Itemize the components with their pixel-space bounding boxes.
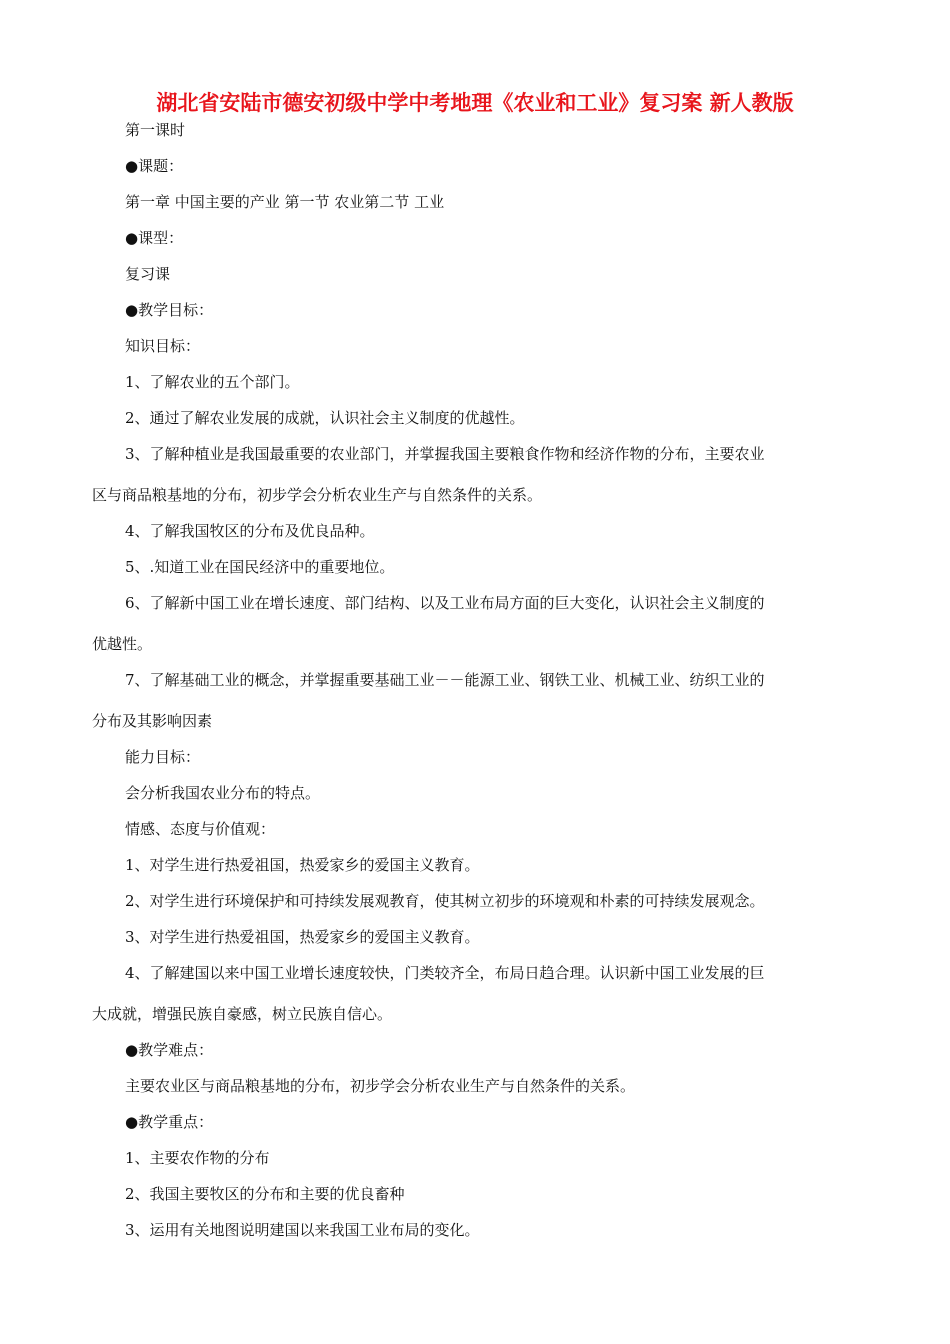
knowledge-item: 4、了解我国牧区的分布及优良品种。 (125, 522, 375, 540)
lesson-type-text: 复习课 (125, 265, 171, 283)
knowledge-item: 1、了解农业的五个部门。 (125, 373, 300, 391)
knowledge-item: 7、了解基础工业的概念，并掌握重要基础工业－－能源工业、钢铁工业、机械工业、纺织工业的 (125, 671, 765, 689)
knowledge-item-continued: 分布及其影响因素 (92, 712, 213, 730)
attitude-objectives-label: 情感、态度与价值观： (125, 820, 276, 838)
difficulty-text: 主要农业区与商品粮基地的分布，初步学会分析农业生产与自然条件的关系。 (125, 1077, 636, 1095)
lesson-period: 第一课时 (125, 121, 186, 139)
key-point-item: 1、主要农作物的分布 (125, 1149, 270, 1167)
lesson-type-heading: ●课型： (125, 229, 184, 247)
topic-heading: ●课题： (125, 157, 184, 175)
attitude-item: 3、对学生进行热爱祖国，热爱家乡的爱国主义教育。 (125, 928, 480, 946)
objectives-heading: ●教学目标： (125, 301, 214, 319)
knowledge-item: 3、了解种植业是我国最重要的农业部门，并掌握我国主要粮食作物和经济作物的分布，主要农业 (125, 445, 765, 463)
attitude-item: 1、对学生进行热爱祖国，热爱家乡的爱国主义教育。 (125, 856, 480, 874)
attitude-item-continued: 大成就，增强民族自豪感，树立民族自信心。 (92, 1005, 393, 1023)
knowledge-item: 6、了解新中国工业在增长速度、部门结构、以及工业布局方面的巨大变化，认识社会主义制度的 (125, 594, 765, 612)
topic-text: 第一章 中国主要的产业 第一节 农业第二节 工业 (125, 193, 445, 211)
difficulty-heading: ●教学难点： (125, 1041, 214, 1059)
attitude-item: 4、了解建国以来中国工业增长速度较快，门类较齐全，布局日趋合理。认识新中国工业发展的巨 (125, 964, 765, 982)
knowledge-objectives-label: 知识目标： (125, 337, 201, 355)
knowledge-item: 2、通过了解农业发展的成就，认识社会主义制度的优越性。 (125, 409, 525, 427)
document-title: 湖北省安陆市德安初级中学中考地理《农业和工业》复习案 新人教版 (156, 91, 794, 115)
knowledge-item-continued: 优越性。 (92, 635, 153, 653)
key-points-heading: ●教学重点： (125, 1113, 214, 1131)
key-point-item: 3、运用有关地图说明建国以来我国工业布局的变化。 (125, 1221, 480, 1239)
ability-item: 会分析我国农业分布的特点。 (125, 784, 321, 802)
key-point-item: 2、我国主要牧区的分布和主要的优良畜种 (125, 1185, 405, 1203)
ability-objectives-label: 能力目标： (125, 748, 201, 766)
attitude-item: 2、对学生进行环境保护和可持续发展观教育，使其树立初步的环境观和朴素的可持续发展观念。 (125, 892, 765, 910)
knowledge-item: 5、.知道工业在国民经济中的重要地位。 (125, 558, 395, 576)
knowledge-item-continued: 区与商品粮基地的分布，初步学会分析农业生产与自然条件的关系。 (92, 486, 543, 504)
